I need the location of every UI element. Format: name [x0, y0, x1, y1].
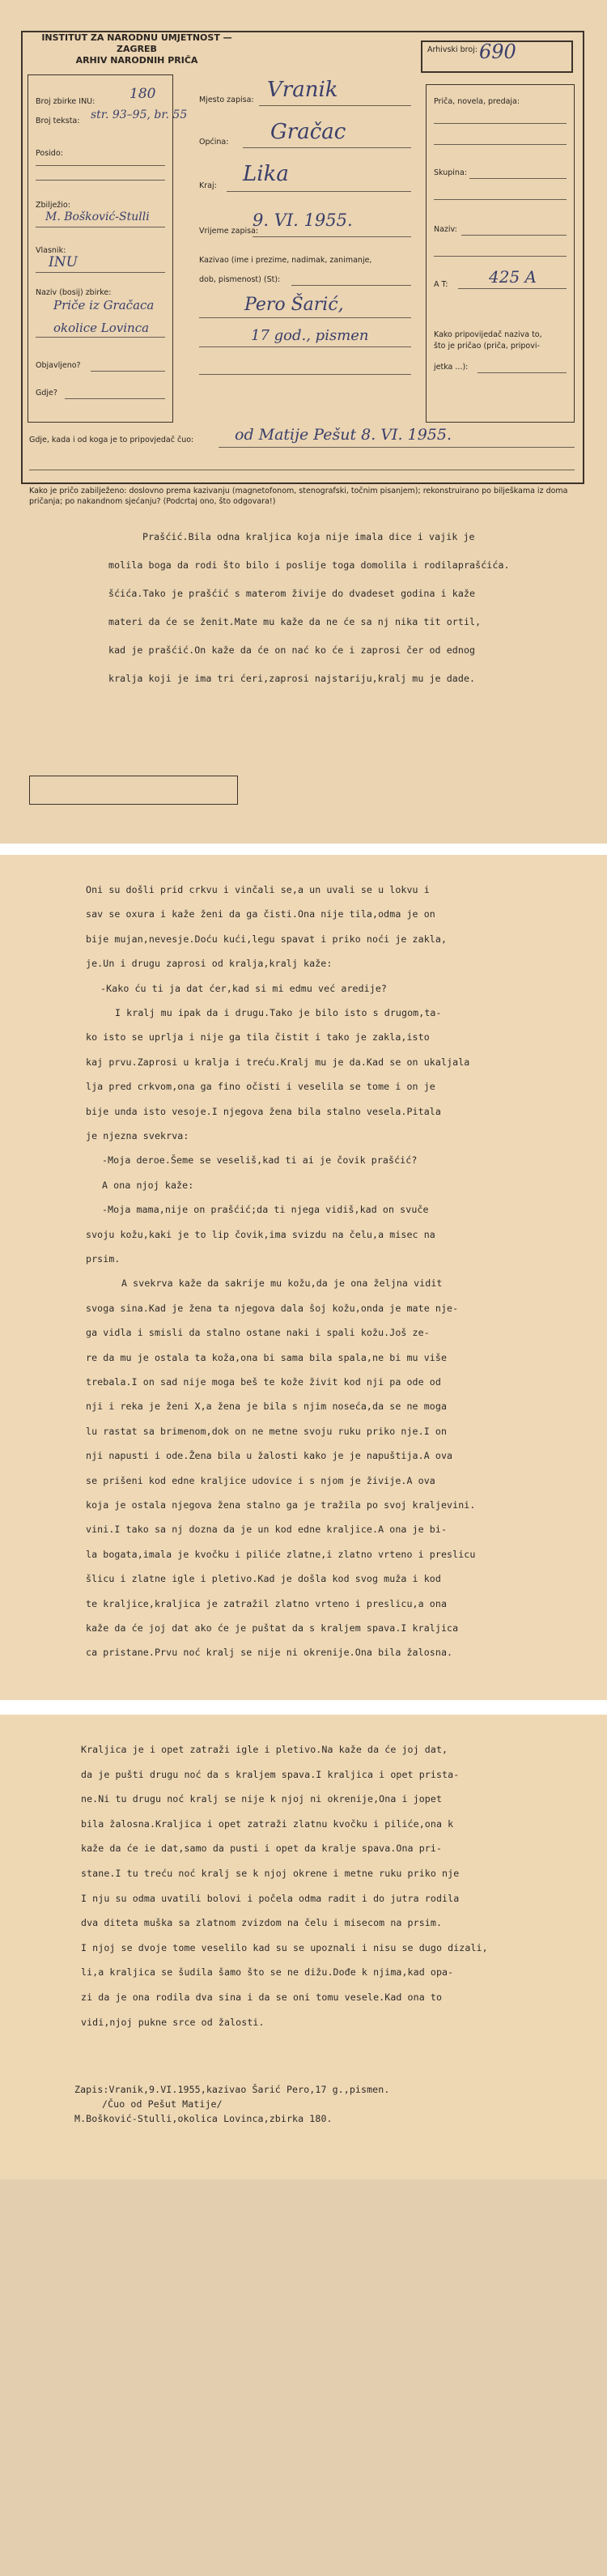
- page-3-lower-blank: [0, 2179, 607, 2576]
- text-line: materi da će se ženit.Mate mu kaže da ne će sa nj nika tit ortil,: [108, 616, 482, 627]
- naziv-zbirke-value-2: okolice Lovinca: [53, 321, 150, 335]
- vlasnik-value: INU: [49, 254, 78, 270]
- zbiljezio-label: Zbilježio:: [36, 201, 70, 210]
- text-line: svoju kožu,kaki je to lip čovik,ima svizdu na čelu,a misec na: [86, 1228, 435, 1240]
- text-line: Prašćić.Bila odna kraljica koja nije imala dice i vajik je: [142, 531, 475, 542]
- vlasnik-label: Vlasnik:: [36, 246, 66, 255]
- gdje-label: Gdje, kada i od koga je to pripovjedač čuo:: [29, 436, 194, 444]
- text-line: A svekrva kaže da sakrije mu kožu,da je ona željna vidit: [121, 1277, 443, 1290]
- empty-box: [29, 776, 238, 805]
- text-line: trebala.I on sad nije moga beš te kože živit kod nji pa ode od: [86, 1376, 441, 1388]
- kazivao-label-2: dob, pismenost) (St):: [199, 275, 281, 284]
- page-3: [0, 1715, 607, 2576]
- kazivao-label-1: Kazivao (ime i prezime, nadimak, zanimanje,: [199, 256, 372, 265]
- posido-label: Posido:: [36, 149, 63, 158]
- opcina-value: Gračac: [270, 120, 346, 144]
- text-line: se prišeni kod edne kraljice udovice i s njom je živije.A ova: [86, 1474, 435, 1486]
- text-line: molila boga da rodi što bilo i poslije toga domolila i rodilaprašćića.: [108, 559, 510, 571]
- text-line: I njoj se dvoje tome veselilo kad su se upoznali i nisu se dugo dizali,: [81, 1941, 488, 1953]
- text-line: ko isto se uprlja i nije ga tila čistit i tako je zakla,isto: [86, 1031, 430, 1044]
- text-line: kaj prvu.Zaprosi u kralja i treću.Kralj mu je da.Kad se on ukaljala: [86, 1056, 470, 1068]
- text-line: bije mujan,nevesje.Doću kući,legu spavat i priko noći je zakla,: [86, 933, 448, 945]
- footer-line-1: Zapis:Vranik,9.VI.1955,kazivao Šarić Pero,17 g.,pismen.: [74, 2084, 390, 2095]
- text-line: prsim.: [86, 1253, 121, 1265]
- text-line: -Moja mama,nije on prašćić;da ti njega vidiš,kad on svuče: [102, 1204, 429, 1216]
- text-line: vidi,njoj pukne srce od žalosti.: [81, 2016, 265, 2028]
- prica-label: Priča, novela, predaja:: [434, 97, 520, 106]
- kraj-label: Kraj:: [199, 181, 217, 190]
- archive-label: Arhivski broj:: [427, 45, 478, 54]
- kraj-value: Lika: [243, 162, 289, 186]
- mjesto-value: Vranik: [267, 78, 338, 102]
- vrijeme-label: Vrijeme zapisa:: [199, 227, 259, 236]
- gdje-short-label: Gdje?: [36, 389, 57, 397]
- mjesto-label: Mjesto zapisa:: [199, 96, 254, 104]
- kako-label-1: Kako pripovijedač naziva to,: [434, 330, 542, 339]
- naziv-zbirke-value-1: Priče iz Gračaca: [53, 298, 155, 312]
- text-line: kaže da će joj dat ako će je puštat da s kraljem spava.I kraljica: [86, 1622, 459, 1634]
- text-line: ga vidla i smisli da stalno ostane naki i spali kožu.Još ze-: [86, 1327, 430, 1339]
- archive-value: 690: [479, 40, 516, 63]
- text-line: nji napusti i ode.Žena bila u žalosti kako je je napuštija.A ova: [86, 1450, 453, 1462]
- header-line-1: INSTITUT ZA NARODNU UMJETNOST — ZAGREB: [41, 32, 232, 54]
- text-line: da je pušti drugu noć da s kraljem spava.I kraljica i opet prista-: [81, 1768, 460, 1780]
- text-line: kralja koji je ima tri ćeri,zaprosi najstariju,kralj mu je dade.: [108, 673, 476, 684]
- text-line: nji i reka je ženi X,a žena je bila s njim noseća,da se ne moga: [86, 1401, 448, 1413]
- text-line: šćića.Tako je prašćić s materom živije do dvadeset godina i kaže: [108, 588, 476, 599]
- opcina-label: Općina:: [199, 138, 229, 147]
- text-line: I kralj mu ipak da i drugu.Tako je bilo isto s drugom,ta-: [115, 1007, 442, 1018]
- text-line: šlicu i zlatne igle i pletivo.Kad je došla kod svog muža i kod: [86, 1573, 441, 1585]
- text-line: koja je ostala njegova žena stalno ga je tražila po svoj kraljevini.: [86, 1499, 476, 1511]
- text-line: ca pristane.Prvu noć kralj se nije ni okrenije.Ona bila žalosna.: [86, 1647, 453, 1659]
- text-line: bije unda isto vesoje.I njegova žena bila stalno vesela.Pitala: [86, 1105, 441, 1117]
- text-line: je njezna svekrva:: [86, 1130, 189, 1141]
- text-line: te kraljice,kraljica je zatražil zlatno vrteno i preslicu,a ona: [86, 1597, 448, 1609]
- text-line: sav se oxura i kaže ženi da ga čisti.Ona nije tila,odma je on: [86, 908, 435, 920]
- teksta-value: str. 93–95, br. 55: [91, 108, 188, 121]
- text-line: lu rastat sa brimenom,dok on ne metne svoju ruku priko nje.I on: [86, 1425, 448, 1437]
- naziv-label: Naziv:: [434, 225, 457, 234]
- kako-label-3: jetka ...):: [434, 363, 469, 372]
- at-label: A T:: [434, 280, 448, 289]
- text-line: kad je prašćić.On kaže da će on nać ko će i zaprosi čer od ednog: [108, 644, 476, 656]
- text-line: A ona njoj kaže:: [102, 1179, 194, 1191]
- text-line: stane.I tu treću noć kralj se k njoj okrene i metne ruku priko nje: [81, 1868, 460, 1879]
- text-line: kaže da će ie dat,samo da pusti i opet da kralje spava.Ona pri-: [81, 1843, 443, 1855]
- text-line: -Kako ću ti ja dat ćer,kad si mi edmu već aredije?: [100, 982, 388, 994]
- kako-label-2: što je pričao (priča, pripovi-: [434, 342, 540, 351]
- skupina-label: Skupina:: [434, 168, 467, 177]
- header-line-2: ARHIV NARODNIH PRIČA: [75, 55, 198, 66]
- footer-line-2: /Čuo od Pešut Matije/: [102, 2098, 223, 2110]
- naziv-zbirke-label: Naziv (bosij) zbirke:: [36, 288, 112, 297]
- zbiljezio-value: M. Bošković-Stulli: [45, 210, 150, 223]
- text-line: svoga sina.Kad je žena ta njegova dala ŝoj kožu,onda je mate nje-: [86, 1302, 459, 1314]
- page-1: [0, 0, 607, 844]
- at-value: 425 A: [489, 267, 537, 287]
- text-line: -Moja deroe.Šeme se veseliš,kad ti ai je čovik prašćić?: [102, 1154, 418, 1167]
- text-line: ne.Ni tu drugu noć kralj se nije k njoj ni okrenije,Ona i jopet: [81, 1793, 443, 1805]
- recording-method-note: Kako je pričo zabilježeno: doslovno prema kazivanju (magnetofonom, stenografski, točnim pisanjem); rekonstruirano po bilješkama iz doma pričanja; po nakandnom sjećanju? (Podcrtaj ono, što odgovara!): [29, 487, 568, 506]
- footer-line-3: M.Bošković-Stulli,okolica Lovinca,zbirka 180.: [74, 2113, 333, 2124]
- text-line: zi da je ona rodila dva sina i da se oni tomu vesele.Kad ona to: [81, 1992, 443, 2003]
- text-line: la bogata,imala je kvočku i piliće zlatne,i zlatno vrteno i preslicu: [86, 1548, 476, 1560]
- sbirka-value: 180: [129, 86, 156, 102]
- text-line: I nju su odma uvatili bolovi i počela odma radit i do jutra rodila: [81, 1892, 460, 1904]
- kazivao-value-2: 17 god., pismen: [251, 327, 369, 344]
- objavljeno-label: Objavljeno?: [36, 361, 81, 370]
- text-line: lja pred crkvom,ona ga fino očisti i veselila se tome i on je: [86, 1081, 435, 1093]
- sbirka-label: Broj zbirke INU:: [36, 97, 96, 106]
- vrijeme-value: 9. VI. 1955.: [253, 210, 353, 230]
- text-line: Kraljica je i opet zatraži igle i pletivo.Na kaže da će joj dat,: [81, 1744, 448, 1755]
- text-line: Oni su došli prid crkvu i vinčali se,a un uvali se u lokvu i: [86, 884, 430, 895]
- page-2: [0, 855, 607, 1700]
- text-line: vini.I tako sa nj dozna da je un kod edne kraljice.A ona je bi-: [86, 1524, 448, 1536]
- gdje-value: od Matije Pešut 8. VI. 1955.: [235, 426, 452, 444]
- text-line: li,a kraljica se šudila šamo što se ne dižu.Dođe k njima,kad opa-: [81, 1966, 454, 1979]
- text-line: dva diteta muška sa zlatnom zvizdom na čelu i misecom na prsim.: [81, 1917, 443, 1929]
- text-line: je.Un i drugu zaprosi od kralja,kralj kaže:: [86, 958, 333, 970]
- text-line: re da mu je ostala ta koža,ona bi sama bila spala,ne bi mu više: [86, 1351, 448, 1363]
- teksta-label: Broj teksta:: [36, 117, 80, 125]
- text-line: bila žalosna.Kraljica i opet zatraži zlatnu kvočku i piliće,ona k: [81, 1817, 454, 1830]
- kazivao-value-1: Pero Šarić,: [244, 295, 344, 315]
